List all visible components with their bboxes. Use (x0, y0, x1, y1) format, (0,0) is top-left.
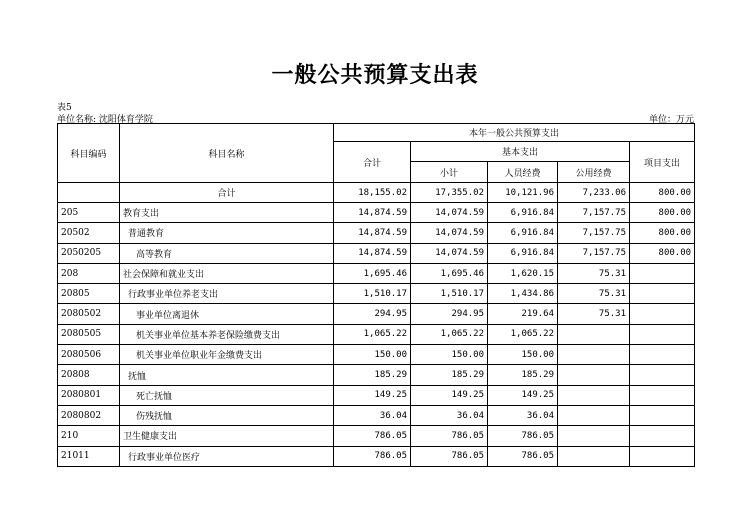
row-name: 行政事业单位医疗 (120, 446, 334, 466)
row-name: 死亡抚恤 (120, 385, 334, 405)
table-row (58, 243, 695, 263)
row-code: 208 (58, 263, 120, 283)
row-personnel: 786.05 (488, 426, 558, 446)
row-name: 高等教育 (120, 243, 334, 263)
row-name: 机关事业单位职业年金缴费支出 (120, 345, 334, 365)
unit-name: 单位名称: 沈阳体育学院 (57, 115, 153, 125)
header-basic: 基本支出 (411, 142, 630, 162)
row-public (558, 405, 630, 425)
row-code: 20805 (58, 284, 120, 304)
row-personnel: 1,065.22 (488, 324, 558, 344)
total-row-project: 800.00 (630, 183, 695, 203)
unit-label: 单位：万元 (648, 115, 694, 125)
row-personnel: 185.29 (488, 365, 558, 385)
row-total: 185.29 (334, 365, 411, 385)
table-row (58, 324, 695, 344)
row-personnel: 1,620.15 (488, 263, 558, 283)
total-row-public: 7,233.06 (558, 183, 630, 203)
row-subtotal: 294.95 (411, 304, 488, 324)
row-personnel: 1,434.86 (488, 284, 558, 304)
table-row (58, 345, 695, 365)
total-row-code (58, 183, 120, 203)
table-row (58, 263, 695, 283)
row-code: 20808 (58, 365, 120, 385)
table-row (58, 203, 695, 223)
row-project (630, 345, 695, 365)
header-personnel: 人员经费 (488, 162, 558, 183)
table-row (58, 405, 695, 425)
row-subtotal: 786.05 (411, 426, 488, 446)
row-project (630, 304, 695, 324)
row-subtotal: 1,510.17 (411, 284, 488, 304)
row-code: 2080802 (58, 405, 120, 425)
row-subtotal: 36.04 (411, 405, 488, 425)
table-number: 表5 (57, 103, 72, 113)
budget-table (57, 123, 695, 467)
row-project: 800.00 (630, 203, 695, 223)
row-code: 2050205 (58, 243, 120, 263)
row-total: 14,874.59 (334, 223, 411, 243)
row-name: 普通教育 (120, 223, 334, 243)
row-subtotal: 149.25 (411, 385, 488, 405)
row-public: 7,157.75 (558, 243, 630, 263)
header-project: 项目支出 (630, 142, 695, 183)
header-total: 合计 (334, 142, 411, 183)
header-name: 科目名称 (120, 124, 334, 183)
row-project (630, 263, 695, 283)
row-public: 75.31 (558, 284, 630, 304)
row-name: 事业单位离退休 (120, 304, 334, 324)
row-project: 800.00 (630, 223, 695, 243)
row-personnel: 36.04 (488, 405, 558, 425)
row-personnel: 149.25 (488, 385, 558, 405)
row-code: 205 (58, 203, 120, 223)
row-project (630, 284, 695, 304)
row-total: 294.95 (334, 304, 411, 324)
row-public: 75.31 (558, 304, 630, 324)
row-public (558, 385, 630, 405)
total-row-subtotal: 17,355.02 (411, 183, 488, 203)
row-public (558, 345, 630, 365)
row-subtotal: 1,065.22 (411, 324, 488, 344)
table-row (58, 304, 695, 324)
row-total: 786.05 (334, 426, 411, 446)
row-total: 150.00 (334, 345, 411, 365)
table-row (58, 446, 695, 466)
row-subtotal: 786.05 (411, 446, 488, 466)
row-total: 14,874.59 (334, 243, 411, 263)
row-name: 卫生健康支出 (120, 426, 334, 446)
table-row (58, 223, 695, 243)
row-public (558, 426, 630, 446)
row-name: 社会保障和就业支出 (120, 263, 334, 283)
table-row (58, 426, 695, 446)
row-public (558, 324, 630, 344)
row-code: 2080502 (58, 304, 120, 324)
row-personnel: 6,916.84 (488, 223, 558, 243)
table-row (58, 385, 695, 405)
row-personnel: 150.00 (488, 345, 558, 365)
row-public: 7,157.75 (558, 223, 630, 243)
total-row (58, 183, 695, 203)
row-personnel: 6,916.84 (488, 243, 558, 263)
row-project (630, 405, 695, 425)
row-total: 1,695.46 (334, 263, 411, 283)
row-personnel: 6,916.84 (488, 203, 558, 223)
page-title: 一般公共预算支出表 (271, 62, 479, 88)
header-code: 科目编码 (58, 124, 120, 183)
total-row-total: 18,155.02 (334, 183, 411, 203)
row-name: 伤残抚恤 (120, 405, 334, 425)
table-row (58, 365, 695, 385)
row-subtotal: 14,074.59 (411, 203, 488, 223)
row-subtotal: 14,074.59 (411, 223, 488, 243)
header-public: 公用经费 (558, 162, 630, 183)
row-public: 7,157.75 (558, 203, 630, 223)
row-code: 2080505 (58, 324, 120, 344)
row-code: 210 (58, 426, 120, 446)
row-total: 14,874.59 (334, 203, 411, 223)
row-project: 800.00 (630, 243, 695, 263)
row-project (630, 446, 695, 466)
row-project (630, 365, 695, 385)
row-total: 1,065.22 (334, 324, 411, 344)
row-project (630, 426, 695, 446)
row-name: 教育支出 (120, 203, 334, 223)
row-total: 149.25 (334, 385, 411, 405)
row-personnel: 786.05 (488, 446, 558, 466)
row-personnel: 219.64 (488, 304, 558, 324)
header-year-total: 本年一般公共预算支出 (334, 124, 695, 142)
row-code: 2080506 (58, 345, 120, 365)
row-public (558, 365, 630, 385)
row-name: 机关事业单位基本养老保险缴费支出 (120, 324, 334, 344)
table-row (58, 284, 695, 304)
row-project (630, 324, 695, 344)
row-subtotal: 185.29 (411, 365, 488, 385)
row-code: 2080801 (58, 385, 120, 405)
row-subtotal: 150.00 (411, 345, 488, 365)
row-subtotal: 14,074.59 (411, 243, 488, 263)
row-total: 786.05 (334, 446, 411, 466)
total-row-personnel: 10,121.96 (488, 183, 558, 203)
total-row-label: 合计 (120, 183, 334, 203)
row-project (630, 385, 695, 405)
row-code: 21011 (58, 446, 120, 466)
row-code: 20502 (58, 223, 120, 243)
header-subtotal: 小计 (411, 162, 488, 183)
row-name: 抚恤 (120, 365, 334, 385)
row-public (558, 446, 630, 466)
row-name: 行政事业单位养老支出 (120, 284, 334, 304)
row-total: 36.04 (334, 405, 411, 425)
row-subtotal: 1,695.46 (411, 263, 488, 283)
row-total: 1,510.17 (334, 284, 411, 304)
row-public: 75.31 (558, 263, 630, 283)
